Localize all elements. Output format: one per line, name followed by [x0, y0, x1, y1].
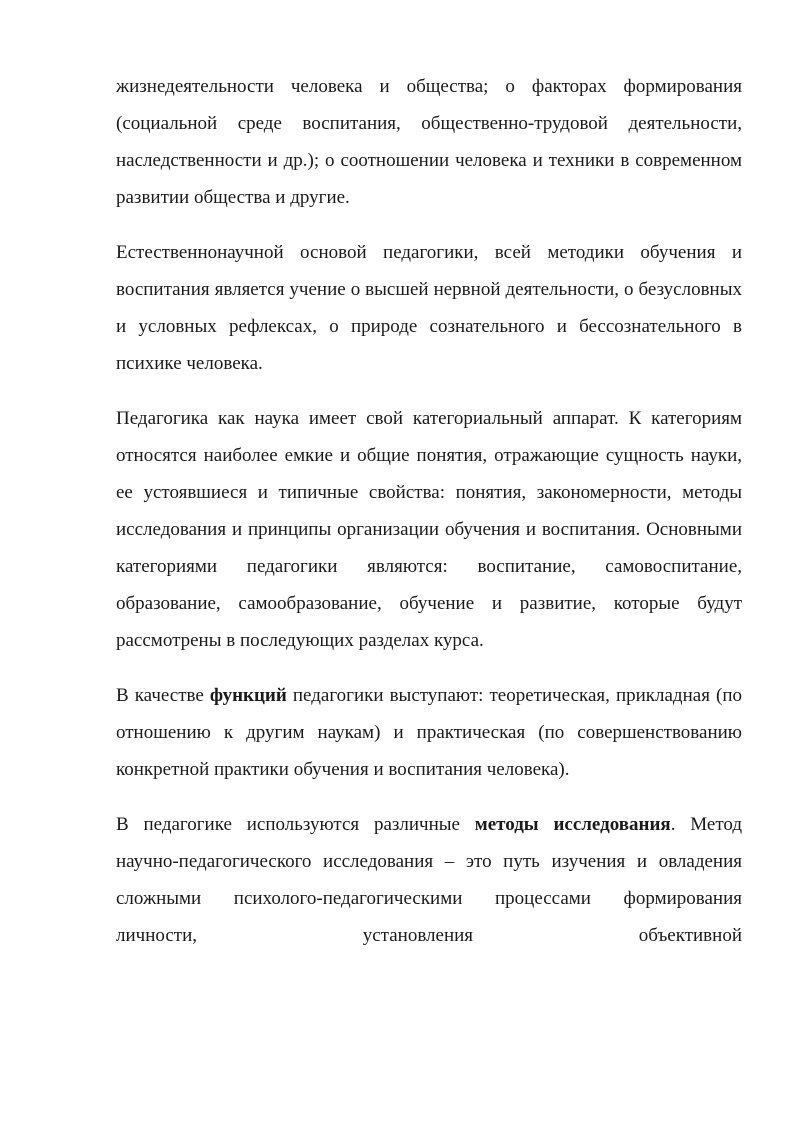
paragraph-1: жизнедеятельности человека и общества; о факторах формирования (социальной среде воспитания, общественно-трудовой деятельности, наследственности и др.); о соотношении человека и техники в современном развитии общества и другие. — [116, 76, 742, 208]
paragraph-4-rest: педагогики выступают: теоретическая, прикладная (по отношению к другим наукам) и практическая (по совершенствованию конкретной практики обучения и воспитания человека). — [116, 685, 742, 780]
paragraph-4-bold-term: функций — [209, 685, 287, 706]
document-page — [116, 68, 742, 972]
paragraph-4 — [116, 677, 742, 788]
paragraph-3: Педагогика как наука имеет свой категориальный аппарат. К категориям относятся наиболее емкие и общие понятия, отражающие сущность науки, ее устоявшиеся и типичные свойства: понятия, закономерности, методы исследования и принципы организации обучения и воспитания. Основными категориями педагогики являются: воспитание, самовоспитание, образование, самообразование, обучение и развитие, которые будут рассмотрены в последующих разделах курса. — [116, 408, 742, 651]
paragraph-5 — [116, 806, 742, 954]
paragraph-5-rest: . Метод научно-педагогического исследования – это путь изучения и овладения сложными психолого-педагогическими процессами формирования личности, установления объективной — [116, 814, 742, 946]
paragraph-4-lead: В качестве — [116, 685, 210, 706]
paragraph-2: Естественнонаучной основой педагогики, всей методики обучения и воспитания является учение о высшей нервной деятельности, о безусловных и условных рефлексах, о природе сознательного и бессознательного в психике человека. — [116, 242, 742, 374]
paragraph-5-bold-term: методы исследования — [474, 814, 671, 835]
paragraph-5-lead: В педагогике используются различные — [116, 814, 475, 835]
